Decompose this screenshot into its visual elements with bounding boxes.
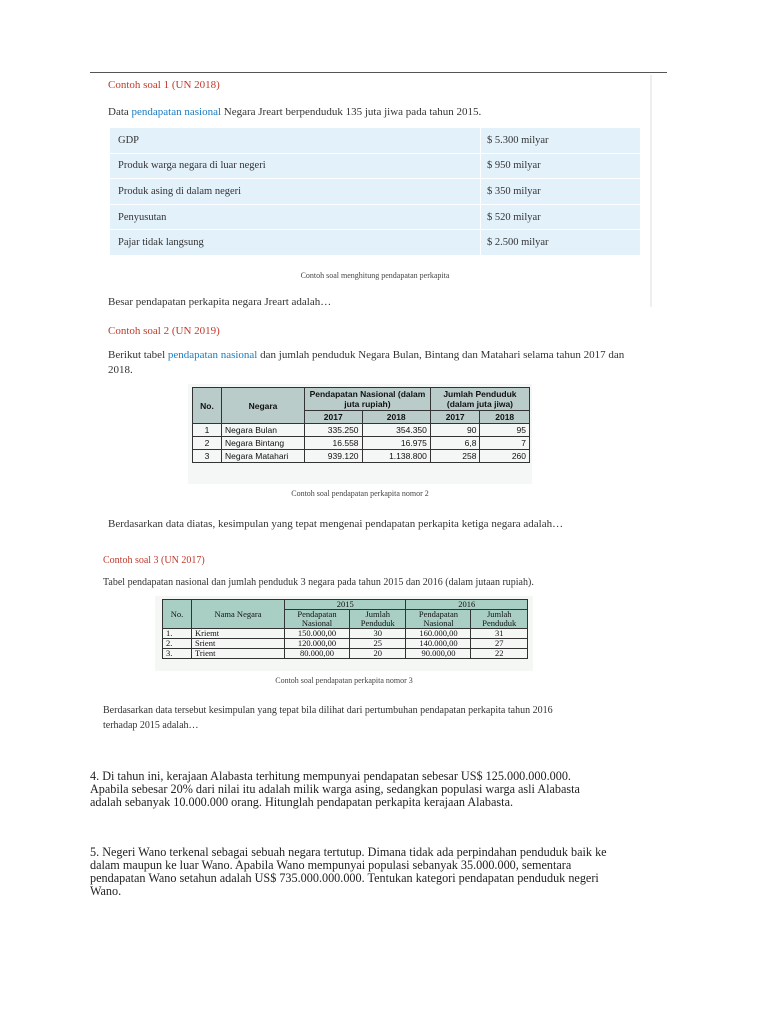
cell-p2016: 140.000,00: [406, 639, 471, 649]
example3-caption: Contoh soal pendapatan perkapita nomor 3: [275, 676, 413, 685]
example1-intro-post: Negara Jreart berpenduduk 135 juta jiwa pada tahun 2015.: [221, 106, 482, 118]
row-label: GDP: [110, 128, 481, 153]
question4-line: adalah sebanyak 10.000.000 orang. Hitunglah pendapatan perkapita kerajaan Alabasta.: [90, 795, 514, 809]
table-row: [163, 639, 528, 649]
table-row: [193, 424, 530, 437]
cell-j2017: 258: [430, 450, 480, 463]
cell-p2016: 90.000,00: [406, 649, 471, 659]
cell-nama: Trient: [192, 649, 285, 659]
table-row: [110, 128, 640, 153]
example2-intro-line2: 2018.: [108, 364, 133, 376]
example3-title: Contoh soal 3 (UN 2017): [103, 555, 205, 566]
example2-question: Berdasarkan data diatas, kesimpulan yang tepat mengenai pendapatan perkapita ketiga negara adalah…: [108, 518, 564, 530]
row-label: Penyusutan: [110, 204, 481, 230]
row-label: Produk asing di dalam negeri: [110, 179, 481, 205]
example2-title: Contoh soal 2 (UN 2019): [108, 325, 220, 337]
table-row: [163, 629, 528, 639]
example1-caption: Contoh soal menghitung pendapatan perkapita: [300, 271, 450, 280]
example2-caption: Contoh soal pendapatan perkapita nomor 2: [291, 489, 429, 498]
example3-table: [162, 599, 528, 659]
cell-p2017: 16.558: [305, 437, 363, 450]
row-label: Pajar tidak langsung: [110, 230, 481, 256]
cell-no: 3.: [163, 649, 192, 659]
cell-p2017: 335.250: [305, 424, 363, 437]
row-value: $ 5.300 milyar: [481, 128, 641, 153]
cell-no: 1: [193, 424, 222, 437]
example1-intro: [108, 106, 481, 118]
cell-negara: Negara Matahari: [222, 450, 305, 463]
example2-intro-pre: Berikut tabel: [108, 349, 168, 361]
cell-p2018: 16.975: [362, 437, 430, 450]
col-no: No.: [163, 600, 192, 629]
col-p2017: 2017: [305, 411, 363, 424]
example2-intro-post: dan jumlah penduduk Negara Bulan, Bintang dan Matahari selama tahun 2017 dan: [257, 349, 625, 361]
example1-title: Contoh soal 1 (UN 2018): [108, 79, 220, 91]
table-row: [110, 153, 640, 179]
row-value: $ 2.500 milyar: [481, 230, 641, 256]
question4: [90, 770, 580, 809]
col-no: No.: [193, 388, 222, 424]
table-row: [193, 437, 530, 450]
cell-j2016: 27: [471, 639, 528, 649]
cell-j2015: 20: [349, 649, 406, 659]
col-pendapatan: Pendapatan Nasional (dalam juta rupiah): [305, 388, 431, 411]
table-header-row: [193, 388, 530, 411]
example3-question-line2: terhadap 2015 adalah…: [103, 720, 199, 731]
card-edge: [650, 75, 652, 307]
col-j2018: 2018: [480, 411, 530, 424]
col-jml-2016: Jumlah Penduduk: [471, 610, 528, 629]
col-nama: Nama Negara: [192, 600, 285, 629]
cell-no: 2.: [163, 639, 192, 649]
cell-j2015: 25: [349, 639, 406, 649]
example1-question: Besar pendapatan perkapita negara Jreart adalah…: [108, 296, 332, 308]
col-p2018: 2018: [362, 411, 430, 424]
question4-line: 4. Di tahun ini, kerajaan Alabasta terhitung mempunyai pendapatan sebesar US$ 125.000.000.000.: [90, 769, 571, 783]
question5-line: dalam maupun ke luar Wano. Apabila Wano mempunyai populasi sebanyak 35.000.000, sementara: [90, 858, 572, 872]
example2-intro-line1: [108, 349, 624, 361]
table-row: [110, 204, 640, 230]
cell-j2018: 7: [480, 437, 530, 450]
question5-line: Wano.: [90, 884, 122, 898]
table-row: [193, 450, 530, 463]
cell-p2018: 1.138.800: [362, 450, 430, 463]
example1-intro-link[interactable]: pendapatan nasional: [131, 106, 222, 118]
table-header-row: [163, 600, 528, 610]
question4-line: Apabila sebesar 20% dari nilai itu adalah milik warga asing, sedangkan populasi warga asli Alabasta: [90, 782, 580, 796]
col-negara: Negara: [222, 388, 305, 424]
cell-p2017: 939.120: [305, 450, 363, 463]
cell-no: 2: [193, 437, 222, 450]
col-jml-2015: Jumlah Penduduk: [349, 610, 406, 629]
top-divider: [90, 72, 667, 73]
example3-question-line1: Berdasarkan data tersebut kesimpulan yang tepat bila dilihat dari pertumbuhan pendapatan perkapita tahun 2016: [103, 705, 553, 716]
example2-intro-link[interactable]: pendapatan nasional: [167, 349, 258, 361]
col-j2017: 2017: [430, 411, 480, 424]
col-pend-2015: Pendapatan Nasional: [285, 610, 350, 629]
question5: [90, 846, 607, 898]
cell-p2015: 120.000,00: [285, 639, 350, 649]
row-value: $ 950 milyar: [481, 153, 641, 179]
cell-p2015: 80.000,00: [285, 649, 350, 659]
example1-intro-pre: Data: [108, 106, 132, 118]
cell-nama: Kriemt: [192, 629, 285, 639]
example1-table: [110, 128, 640, 256]
cell-nama: Srient: [192, 639, 285, 649]
col-2015: 2015: [285, 600, 406, 610]
col-penduduk: Jumlah Penduduk (dalam juta jiwa): [430, 388, 529, 411]
cell-j2018: 95: [480, 424, 530, 437]
cell-no: 1.: [163, 629, 192, 639]
cell-j2016: 31: [471, 629, 528, 639]
col-pend-2016: Pendapatan Nasional: [406, 610, 471, 629]
row-value: $ 350 milyar: [481, 179, 641, 205]
cell-negara: Negara Bintang: [222, 437, 305, 450]
table-row: [163, 649, 528, 659]
question5-line: pendapatan Wano setahun adalah US$ 735.000.000.000. Tentukan kategori pendapatan penduduk negeri: [90, 871, 599, 885]
cell-no: 3: [193, 450, 222, 463]
question5-line: 5. Negeri Wano terkenal sebagai sebuah negara tertutup. Dimana tidak ada perpindahan penduduk baik ke: [90, 845, 607, 859]
example2-table: [192, 387, 530, 463]
cell-j2017: 6,8: [430, 437, 480, 450]
row-value: $ 520 milyar: [481, 204, 641, 230]
cell-j2016: 22: [471, 649, 528, 659]
table-row: [110, 179, 640, 205]
col-2016: 2016: [406, 600, 528, 610]
cell-p2015: 150.000,00: [285, 629, 350, 639]
cell-j2017: 90: [430, 424, 480, 437]
cell-p2018: 354.350: [362, 424, 430, 437]
row-label: Produk warga negara di luar negeri: [110, 153, 481, 179]
table-row: [110, 230, 640, 256]
cell-negara: Negara Bulan: [222, 424, 305, 437]
example3-intro: Tabel pendapatan nasional dan jumlah penduduk 3 negara pada tahun 2015 dan 2016 (dalam jutaan rupiah).: [103, 577, 534, 588]
cell-p2016: 160.000,00: [406, 629, 471, 639]
cell-j2018: 260: [480, 450, 530, 463]
cell-j2015: 30: [349, 629, 406, 639]
